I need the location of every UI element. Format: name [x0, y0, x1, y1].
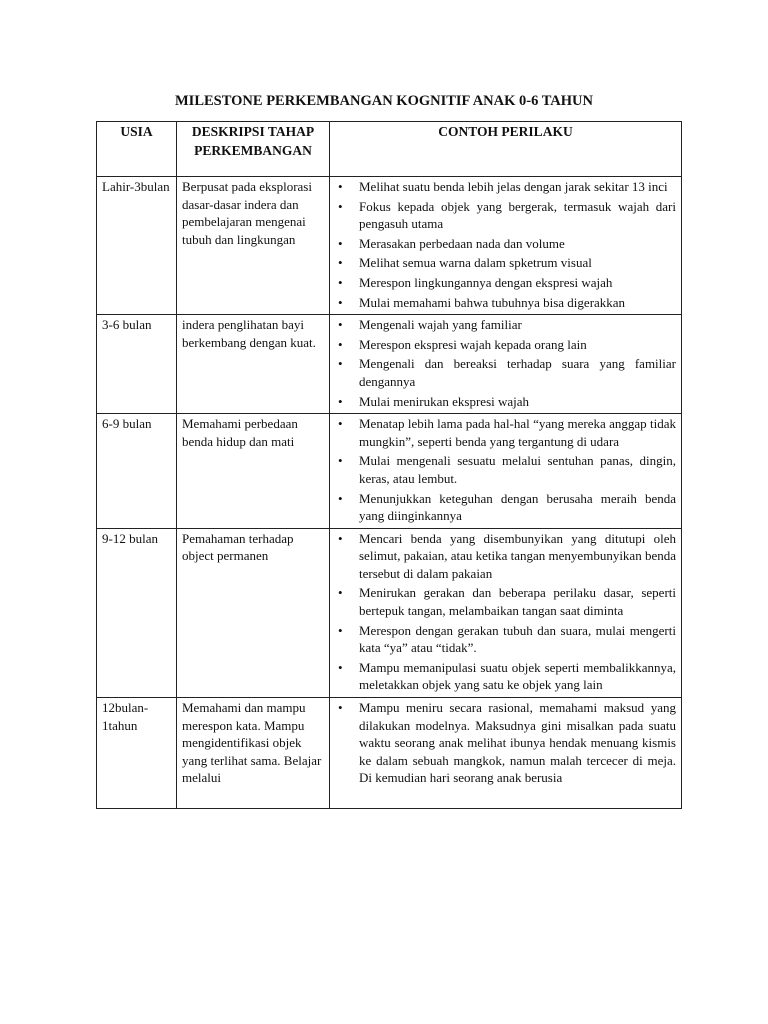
header-usia: USIA — [97, 122, 177, 177]
behavior-cell — [330, 177, 682, 315]
description-cell: Pemahaman terhadap object permanen — [177, 528, 330, 697]
behavior-item: • Merasakan perbedaan nada dan volume — [359, 235, 676, 253]
description-cell: indera penglihatan bayi berkembang dengan kuat. — [177, 315, 330, 414]
behavior-item: • Fokus kepada objek yang bergerak, termasuk wajah dari pengasuh utama — [359, 198, 676, 233]
behavior-item: • Merespon dengan gerakan tubuh dan suara, mulai mengerti kata “ya” atau “tidak”. — [359, 622, 676, 657]
behavior-item: • Menirukan gerakan dan beberapa perilaku dasar, seperti bertepuk tangan, melambaikan tangan saat diminta — [359, 584, 676, 619]
behavior-cell — [330, 414, 682, 529]
table-row — [97, 315, 682, 414]
behavior-list — [335, 178, 676, 311]
table-row — [97, 698, 682, 809]
age-cell: 3-6 bulan — [97, 315, 177, 414]
behavior-item: • Mulai menirukan ekspresi wajah — [359, 393, 676, 411]
table-row — [97, 177, 682, 315]
behavior-item: • Menatap lebih lama pada hal-hal “yang mereka anggap tidak mungkin”, seperti benda yang tergantung di udara — [359, 415, 676, 450]
table-header-row — [97, 122, 682, 177]
behavior-item: • Mencari benda yang disembunyikan yang ditutupi oleh selimut, pakaian, atau ketika tangan menyembunyikan benda tersebut di dalam pakaian — [359, 530, 676, 583]
header-contoh-perilaku: CONTOH PERILAKU — [330, 122, 682, 177]
age-cell: 6-9 bulan — [97, 414, 177, 529]
behavior-item: • Mengenali wajah yang familiar — [359, 316, 676, 334]
description-cell: Memahami perbedaan benda hidup dan mati — [177, 414, 330, 529]
behavior-item: • Mulai mengenali sesuatu melalui sentuhan panas, dingin, keras, atau lembut. — [359, 452, 676, 487]
behavior-item: • Melihat semua warna dalam spketrum visual — [359, 254, 676, 272]
header-deskripsi: DESKRIPSI TAHAP PERKEMBANGAN — [177, 122, 330, 177]
behavior-list — [335, 699, 676, 787]
behavior-cell — [330, 528, 682, 697]
age-cell: Lahir-3bulan — [97, 177, 177, 315]
table-row — [97, 414, 682, 529]
behavior-item: • Mengenali dan bereaksi terhadap suara yang familiar dengannya — [359, 355, 676, 390]
behavior-list — [335, 530, 676, 694]
behavior-item: • Merespon ekspresi wajah kepada orang lain — [359, 336, 676, 354]
behavior-list — [335, 415, 676, 525]
behavior-item: • Mampu memanipulasi suatu objek seperti membalikkannya, meletakkan objek yang satu ke objek yang lain — [359, 659, 676, 694]
description-cell: Memahami dan mampu merespon kata. Mampu mengidentifikasi objek yang terlihat sama. Belajar melalui — [177, 698, 330, 809]
behavior-item: • Mulai memahami bahwa tubuhnya bisa digerakkan — [359, 294, 676, 312]
behavior-item: • Mampu meniru secara rasional, memahami maksud yang dilakukan modelnya. Maksudnya gini misalkan pada suatu waktu seorang anak melihat ibunya hendak menuang kismis ke dalam sebuah mangkok, namun malah tercecer di meja. Di kemudian hari seorang anak berusia — [359, 699, 676, 787]
table-row — [97, 528, 682, 697]
behavior-cell — [330, 315, 682, 414]
age-cell: 12bulan-1tahun — [97, 698, 177, 809]
milestone-table — [96, 121, 682, 809]
age-cell: 9-12 bulan — [97, 528, 177, 697]
document-title: MILESTONE PERKEMBANGAN KOGNITIF ANAK 0-6 TAHUN — [175, 93, 593, 109]
behavior-item: • Melihat suatu benda lebih jelas dengan jarak sekitar 13 inci — [359, 178, 676, 196]
behavior-item: • Merespon lingkungannya dengan ekspresi wajah — [359, 274, 676, 292]
description-cell: Berpusat pada eksplorasi dasar-dasar indera dan pembelajaran mengenai tubuh dan lingkungan — [177, 177, 330, 315]
behavior-list — [335, 316, 676, 410]
behavior-cell — [330, 698, 682, 809]
behavior-item: • Menunjukkan keteguhan dengan berusaha meraih benda yang diinginkannya — [359, 490, 676, 525]
